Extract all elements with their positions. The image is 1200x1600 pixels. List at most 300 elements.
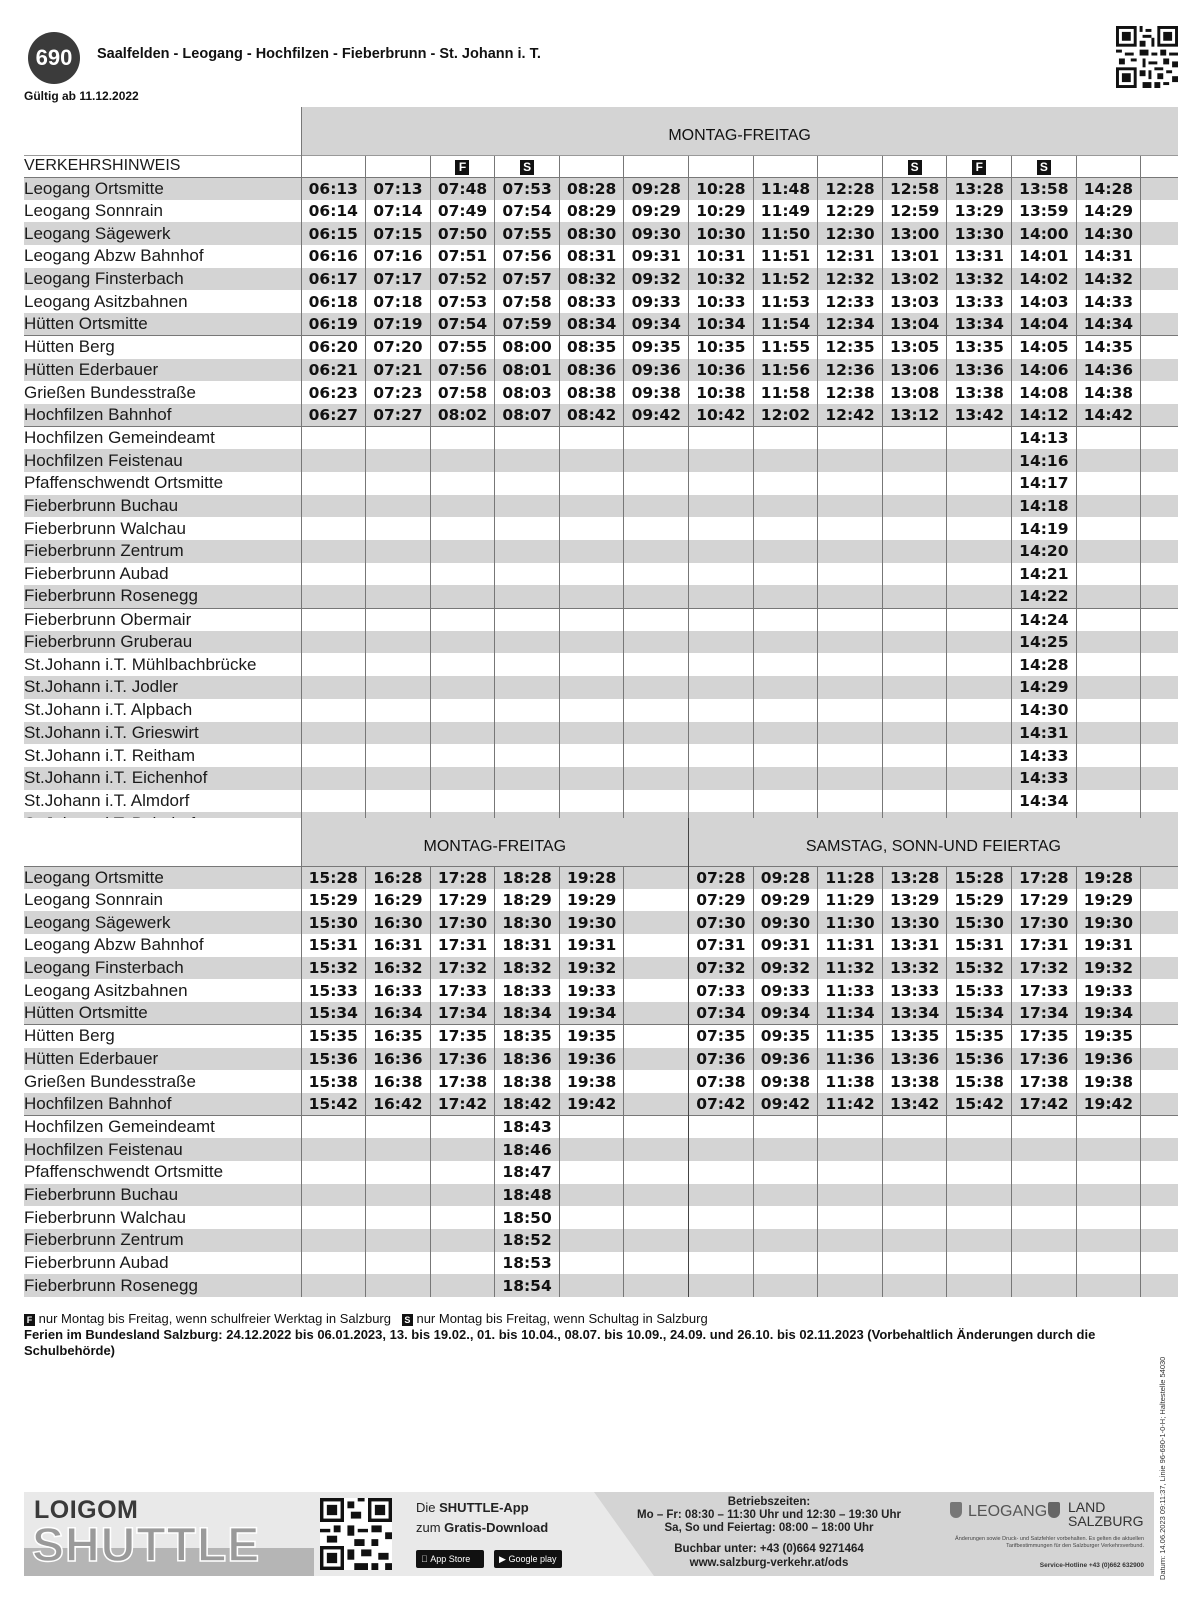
departure-time [430,699,495,722]
departure-time: 07:17 [366,268,431,291]
departure-time-weekend: 19:42 [1076,1093,1141,1116]
departure-time: 06:23 [301,381,366,404]
departure-time-weekday [559,1161,624,1184]
stop-name: Fieberbrunn Rosenegg [24,585,301,608]
departure-time: 07:51 [430,245,495,268]
departure-time [689,472,754,495]
departure-time [366,472,431,495]
traffic-hint-label: VERKEHRSHINWEIS [24,155,301,177]
departure-time-weekday: 17:38 [430,1070,495,1093]
stop-row [24,957,1178,980]
departure-time [882,449,947,472]
stop-name: Hütten Ederbauer [24,359,301,382]
app-store-button[interactable]: App Store [416,1550,484,1568]
departure-time: 06:19 [301,313,366,336]
departure-time: 07:56 [495,245,560,268]
timetable-afternoon-and-weekend [24,818,1178,1297]
departure-time-weekend [818,1116,883,1139]
departure-time: 07:52 [430,268,495,291]
departure-time: 12:30 [818,222,883,245]
stop-name: Hütten Ortsmitte [24,1002,301,1025]
departure-time [753,653,818,676]
departure-time: 14:35 [1076,336,1141,359]
departure-time [624,608,689,631]
departure-time-weekend [1076,1116,1141,1139]
departure-time [624,517,689,540]
departure-time-weekend [947,1206,1012,1229]
departure-time [495,449,560,472]
departure-time-weekend: 13:38 [882,1070,947,1093]
departure-time [818,631,883,654]
departure-time: 08:34 [559,313,624,336]
departure-time: 14:00 [1012,222,1077,245]
departure-time: 11:51 [753,245,818,268]
departure-time [366,449,431,472]
stop-name: St.Johann i.T. Jodler [24,676,301,699]
departure-time: 07:14 [366,200,431,223]
departure-time [430,722,495,745]
departure-time: 11:50 [753,222,818,245]
departure-time: 07:27 [366,404,431,427]
departure-time: 13:00 [882,222,947,245]
departure-time: 13:36 [947,359,1012,382]
stop-name: Leogang Finsterbach [24,957,301,980]
stop-name: Hochfilzen Feistenau [24,449,301,472]
departure-time [624,472,689,495]
stop-name: Hochfilzen Bahnhof [24,1093,301,1116]
legend-f-text: nur Montag bis Freitag, wenn schulfreier Werktag in Salzburg [38,1311,391,1326]
departure-time-weekend: 13:33 [882,979,947,1002]
departure-time-weekend: 07:31 [689,934,754,957]
departure-time [495,790,560,813]
departure-time [624,540,689,563]
departure-time [301,495,366,518]
departure-time [624,653,689,676]
departure-time-weekday: 16:32 [366,957,431,980]
departure-time: 06:27 [301,404,366,427]
departure-time: 11:53 [753,290,818,313]
departure-time: 10:29 [689,200,754,223]
stop-name: St.Johann i.T. Grieswirt [24,722,301,745]
departure-time [301,653,366,676]
stop-row [24,676,1178,699]
departure-time-weekend: 09:36 [753,1048,818,1071]
departure-time [301,790,366,813]
departure-time-weekday: 18:47 [495,1161,560,1184]
departure-time: 09:38 [624,381,689,404]
stop-row [24,359,1178,382]
stop-row [24,245,1178,268]
stop-name: Pfaffenschwendt Ortsmitte [24,1162,224,1182]
departure-time: 13:31 [947,245,1012,268]
departure-time-weekday: 18:30 [495,911,560,934]
departure-time-weekend [689,1138,754,1161]
departure-time-weekend: 09:42 [753,1093,818,1116]
departure-time [301,540,366,563]
departure-time-weekday: 18:42 [495,1093,560,1116]
departure-time [301,517,366,540]
departure-time [882,744,947,767]
stop-name: Leogang Asitzbahnen [24,291,188,311]
departure-time: 14:30 [1076,222,1141,245]
departure-time [301,699,366,722]
departure-time-weekday: 18:48 [495,1184,560,1207]
departure-time: 10:38 [689,381,754,404]
stop-name: St.Johann i.T. Mühlbachbrücke [24,654,257,674]
departure-time-weekday [301,1252,366,1275]
departure-time [430,608,495,631]
departure-time-weekday: 18:31 [495,934,560,957]
departure-time [430,790,495,813]
departure-time-weekday [430,1116,495,1139]
departure-time: 11:52 [753,268,818,291]
departure-time: 07:54 [495,200,560,223]
departure-time [559,790,624,813]
departure-time-weekend: 11:29 [818,889,883,912]
departure-time-weekend: 11:33 [818,979,883,1002]
departure-time [818,744,883,767]
departure-time-weekday: 17:34 [430,1002,495,1025]
departure-time-weekday: 19:36 [559,1048,624,1071]
departure-time-weekday: 18:32 [495,957,560,980]
departure-time-weekend: 17:42 [1012,1093,1077,1116]
departure-time-weekend [689,1229,754,1252]
departure-time [882,495,947,518]
stop-row [24,911,1178,934]
departure-time-weekend: 09:31 [753,934,818,957]
departure-time: 07:58 [430,381,495,404]
departure-time-weekend: 17:28 [1012,866,1077,889]
hint-cell [689,155,754,177]
departure-time: 10:36 [689,359,754,382]
departure-time-weekday [430,1229,495,1252]
departure-time-weekday [366,1274,431,1297]
badge-f-icon: F [24,1314,35,1326]
departure-time: 07:53 [495,177,560,200]
departure-time-weekday: 16:33 [366,979,431,1002]
stop-name: Fieberbrunn Buchau [24,1184,301,1207]
leogang-logo: LEOGANG [950,1502,1047,1521]
departure-time-weekend: 11:30 [818,911,883,934]
departure-time: 08:35 [559,336,624,359]
departure-time [495,676,560,699]
qr-code-icon[interactable] [1116,26,1178,88]
badge-f-icon: F [455,160,469,175]
departure-time: 07:18 [366,290,431,313]
departure-time-weekend: 15:31 [947,934,1012,957]
booking-phone[interactable]: Buchbar unter: +43 (0)664 9271464 [674,1543,864,1555]
departure-time [753,744,818,767]
departure-time [818,495,883,518]
departure-time: 10:33 [689,290,754,313]
google-play-button[interactable]: ▶ Google play [494,1550,562,1568]
stop-row [24,517,1178,540]
departure-time [559,449,624,472]
stop-row [24,722,1178,745]
departure-time-weekend: 19:30 [1076,911,1141,934]
stop-name: Leogang Abzw Bahnhof [24,935,204,955]
departure-time [947,585,1012,608]
departure-time-weekend: 15:28 [947,866,1012,889]
departure-time: 13:28 [947,177,1012,200]
booking-url[interactable]: www.salzburg-verkehr.at/ods [689,1557,849,1569]
stop-row [24,472,1178,495]
stop-row [24,290,1178,313]
departure-time [753,449,818,472]
departure-time-weekday [301,1206,366,1229]
departure-time-weekday [430,1252,495,1275]
stop-name: St.Johann i.T. Alpbach [24,700,193,720]
departure-time-weekend: 13:31 [882,934,947,957]
departure-time-weekday: 16:35 [366,1025,431,1048]
departure-time: 14:28 [1012,653,1077,676]
departure-time-weekend [818,1138,883,1161]
departure-time-weekend [947,1138,1012,1161]
departure-time [818,608,883,631]
salzburg-crest-icon [1048,1502,1060,1518]
departure-time [495,427,560,450]
departure-time-weekend: 19:35 [1076,1025,1141,1048]
departure-time-weekday: 15:28 [301,866,366,889]
departure-time-weekend [947,1184,1012,1207]
departure-time-weekend [753,1252,818,1275]
departure-time: 14:28 [1076,177,1141,200]
departure-time [689,563,754,586]
app-qr-code-icon[interactable] [320,1498,392,1570]
stop-row [24,381,1178,404]
departure-time [495,699,560,722]
departure-time: 13:29 [947,200,1012,223]
departure-time [430,744,495,767]
departure-time [818,790,883,813]
departure-time: 07:54 [430,313,495,336]
stop-row [24,200,1178,223]
departure-time-weekday [559,1116,624,1139]
departure-time-weekday: 16:36 [366,1048,431,1071]
departure-time [753,631,818,654]
departure-time: 14:33 [1012,767,1077,790]
departure-time [689,790,754,813]
departure-time-weekday: 17:36 [430,1048,495,1071]
departure-time-weekend: 13:30 [882,911,947,934]
departure-time [818,540,883,563]
land-salzburg-logo: LAND SALZBURG [1048,1500,1143,1528]
departure-time [624,699,689,722]
departure-time: 07:59 [495,313,560,336]
departure-time: 12:36 [818,359,883,382]
departure-time [495,563,560,586]
section-title-weekday: MONTAG-FREITAG [301,107,1178,155]
legend [24,1311,1144,1359]
departure-time-weekend [1012,1274,1077,1297]
departure-time-weekend: 17:38 [1012,1070,1077,1093]
departure-time: 14:29 [1076,200,1141,223]
departure-time: 08:01 [495,359,560,382]
departure-time: 07:23 [366,381,431,404]
departure-time [689,744,754,767]
stop-row [24,979,1178,1002]
departure-time-weekend: 19:34 [1076,1002,1141,1025]
departure-time: 14:42 [1076,404,1141,427]
departure-time [947,699,1012,722]
stop-row [24,540,1178,563]
departure-time: 11:54 [753,313,818,336]
departure-time-weekend: 15:32 [947,957,1012,980]
departure-time [689,722,754,745]
departure-time [753,540,818,563]
leogang-crest-icon [950,1502,962,1518]
departure-time-weekday [301,1161,366,1184]
departure-time: 09:34 [624,313,689,336]
departure-time-weekend [818,1274,883,1297]
departure-time: 08:31 [559,245,624,268]
departure-time [495,653,560,676]
departure-time: 12:35 [818,336,883,359]
departure-time [301,744,366,767]
departure-time-weekend: 17:33 [1012,979,1077,1002]
departure-time-weekend: 15:35 [947,1025,1012,1048]
departure-time [366,563,431,586]
badge-s-icon: S [908,160,922,175]
departure-time [559,517,624,540]
departure-time [753,472,818,495]
departure-time [947,540,1012,563]
departure-time [559,631,624,654]
departure-time [559,722,624,745]
departure-time [624,744,689,767]
stop-row [24,767,1178,790]
departure-time [818,676,883,699]
departure-time [495,540,560,563]
departure-time: 12:38 [818,381,883,404]
departure-time [1076,699,1141,722]
departure-time [689,767,754,790]
departure-time-weekday [366,1138,431,1161]
departure-time: 07:16 [366,245,431,268]
departure-time-weekend: 07:28 [689,866,754,889]
hint-cell [366,155,431,177]
departure-time-weekend: 19:36 [1076,1048,1141,1071]
stop-name: Fieberbrunn Aubad [24,1253,169,1273]
departure-time: 12:31 [818,245,883,268]
legend-s-text: nur Montag bis Freitag, wenn Schultag in Salzburg [416,1311,708,1326]
departure-time: 14:31 [1012,722,1077,745]
departure-time: 08:36 [559,359,624,382]
departure-time-weekday: 17:33 [430,979,495,1002]
departure-time-weekend [1012,1206,1077,1229]
departure-time-weekday: 17:35 [430,1025,495,1048]
departure-time-weekday: 19:38 [559,1070,624,1093]
stop-row [24,404,1178,427]
departure-time [753,495,818,518]
hint-cell [301,155,366,177]
departure-time [366,767,431,790]
departure-time-weekday [430,1138,495,1161]
departure-time: 13:33 [947,290,1012,313]
departure-time-weekday: 19:29 [559,889,624,912]
departure-time-weekend [753,1229,818,1252]
departure-time: 14:33 [1012,744,1077,767]
departure-time-weekday [559,1229,624,1252]
departure-time [1076,676,1141,699]
departure-time [624,676,689,699]
departure-time: 14:30 [1012,699,1077,722]
departure-time: 14:34 [1012,790,1077,813]
stop-row [24,866,1178,889]
departure-time: 14:18 [1012,495,1077,518]
stop-row [24,1252,1178,1275]
departure-time [559,427,624,450]
stop-row [24,1070,1178,1093]
departure-time: 14:03 [1012,290,1077,313]
departure-time: 08:02 [430,404,495,427]
stop-row [24,449,1178,472]
departure-time-weekday: 19:33 [559,979,624,1002]
departure-time-weekend: 07:34 [689,1002,754,1025]
departure-time: 07:48 [430,177,495,200]
departure-time: 09:36 [624,359,689,382]
departure-time [689,495,754,518]
departure-time-weekend: 17:31 [1012,934,1077,957]
departure-time-weekend: 07:32 [689,957,754,980]
departure-time-weekend: 19:33 [1076,979,1141,1002]
departure-time [559,653,624,676]
departure-time-weekday: 15:29 [301,889,366,912]
departure-time [753,767,818,790]
stop-name: Fieberbrunn Zentrum [24,1229,301,1252]
departure-time-weekend: 17:32 [1012,957,1077,980]
stop-row [24,495,1178,518]
departure-time [818,449,883,472]
stop-row [24,313,1178,336]
departure-time: 14:33 [1076,290,1141,313]
stop-name: Grießen Bundesstraße [24,1071,196,1091]
departure-time-weekend [753,1138,818,1161]
departure-time [882,653,947,676]
departure-time-weekend [753,1206,818,1229]
departure-time-weekday: 18:34 [495,1002,560,1025]
departure-time-weekend: 13:28 [882,866,947,889]
stop-name: St.Johann i.T. Reitham [24,745,196,765]
hint-cell [559,155,624,177]
departure-time: 06:20 [301,336,366,359]
departure-time [495,472,560,495]
departure-time-weekend [882,1229,947,1252]
departure-time: 08:28 [559,177,624,200]
stop-row [24,1138,1178,1161]
departure-time-weekend: 07:29 [689,889,754,912]
departure-time: 07:13 [366,177,431,200]
departure-time: 11:55 [753,336,818,359]
departure-time [624,722,689,745]
departure-time [366,744,431,767]
departure-time [947,676,1012,699]
departure-time-weekend: 07:38 [689,1070,754,1093]
stop-name: Leogang Asitzbahnen [24,980,188,1000]
departure-time-weekend: 13:34 [882,1002,947,1025]
departure-time [301,722,366,745]
departure-time: 07:56 [430,359,495,382]
departure-time: 14:38 [1076,381,1141,404]
departure-time: 07:50 [430,222,495,245]
departure-time-weekend: 07:35 [689,1025,754,1048]
departure-time: 14:17 [1012,472,1077,495]
departure-time: 14:32 [1076,268,1141,291]
departure-time [818,517,883,540]
stop-name: Leogang Sägewerk [24,911,301,934]
departure-time-weekend: 11:42 [818,1093,883,1116]
departure-time-weekend [689,1206,754,1229]
